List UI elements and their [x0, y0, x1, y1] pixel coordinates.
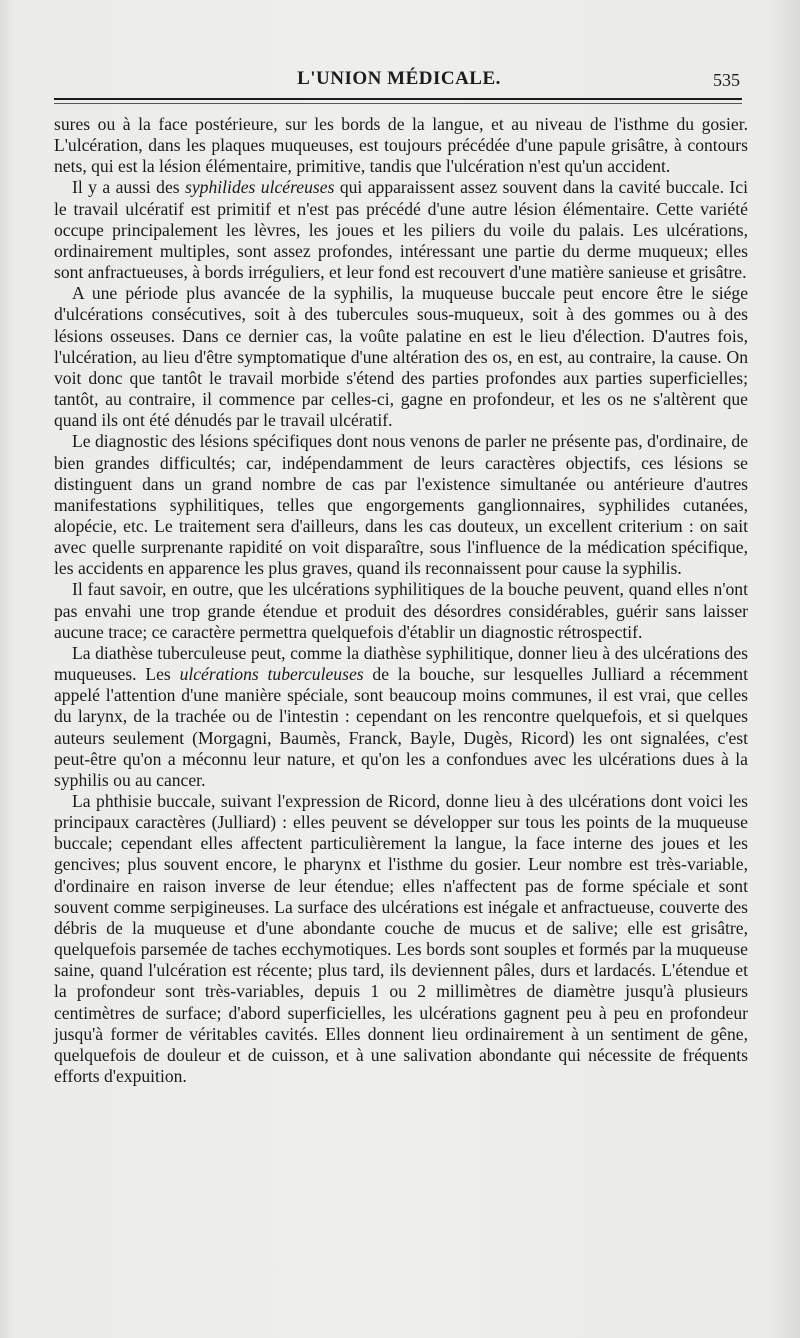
paragraph-text: qui apparaissent assez souvent dans la cavité buccale. Ici le travail ulcératif est primitif et n'est pas précédé d'une autre lésion élémentaire. Cette variété occupe principalement les lèvres, les joues et les piliers du voile du palais. Les ulcérations, ordinairement multiples, sont assez profondes, intéressant une partie du derme muqueux; elles sont anfractueuses, à bords irréguliers, et leur fond est recouvert d'une matière sanieuse et grisâtre. — [54, 177, 748, 283]
header-rule-thin — [54, 103, 742, 104]
paragraph — [54, 177, 748, 283]
paragraph — [54, 643, 748, 791]
italic-term: ulcérations tuberculeuses — [179, 664, 364, 685]
paragraph — [54, 283, 748, 431]
paragraph-text: Il faut savoir, en outre, que les ulcérations syphilitiques de la bouche peuvent, quand elles n'ont pas envahi une trop grande étendue et produit des désordres considérables, guérir sans laisser aucune trace; ce caractère permettra quelquefois d'établir un diagnostic rétrospectif. — [54, 579, 748, 642]
body-text — [54, 114, 748, 1087]
paragraph — [54, 114, 748, 177]
paragraph — [54, 431, 748, 579]
paragraph-text: de la bouche, sur lesquelles Julliard a récemment appelé l'attention d'une manière spéciale, sont beaucoup moins communes, il est vrai, que celles du larynx, de la trachée ou de l'intestin : cependant on les rencontre quelquefois, et si quelques auteurs seulement (Morgagni, Baumès, Franck, Bayle, Dugès, Ricord) les ont signalées, c'est peut-être qu'on a méconnu leur nature, et qu'on les a confondues avec les ulcérations dues à la syphilis ou au cancer. — [54, 664, 748, 790]
italic-term: syphilides ulcéreuses — [185, 177, 335, 198]
paragraph-text: A une période plus avancée de la syphilis, la muqueuse buccale peut encore être le siége d'ulcérations consécutives, soit à des tubercules sous-muqueux, soit à des gommes ou à des lésions osseuses. Dans ce dernier cas, la voûte palatine en est le lieu d'élection. D'autres fois, l'ulcération, au lieu d'être symptomatique d'une altération des os, en est, au contraire, la cause. On voit donc que tantôt le travail morbide s'étend des parties profondes aux parties superficielles; tantôt, au contraire, il commence par celles-ci, gagne en profondeur, et les os ne s'altèrent que quand ils ont été dénudés par le travail ulcératif. — [54, 283, 748, 431]
paragraph-text: La phthisie buccale, suivant l'expression de Ricord, donne lieu à des ulcérations dont voici les principaux caractères (Julliard) : elles peuvent se développer sur tous les points de la muqueuse buccale; cependant elles affectent particulièrement la langue, la face interne des joues et les gencives; plus souvent encore, le pharynx et l'isthme du gosier. Leur nombre est très-variable, d'ordinaire en raison inverse de leur étendue; elles n'affectent pas de forme spéciale et sont souvent comme serpigineuses. La surface des ulcérations est inégale et anfractueuse, couverte des débris de la muqueuse et d'une abondante couche de mucus et de salive; elle est grisâtre, quelquefois parsemée de taches ecchymotiques. Les bords sont souples et formés par la muqueuse saine, quand l'ulcération est récente; plus tard, ils deviennent pâles, durs et lardacés. L'étendue et la profondeur sont très-variables, depuis 1 ou 2 millimètres de diamètre jusqu'à plusieurs centimètres de surface; d'abord superficielles, les ulcérations gagnent peu à peu en profondeur jusqu'à former de véritables cavités. Elles donnent lieu ordinairement à un sentiment de gêne, quelquefois de douleur et de cuisson, et à une salivation abondante qui nécessite de fréquents efforts d'expuition. — [54, 791, 748, 1087]
running-title: L'UNION MÉDICALE. — [297, 68, 501, 89]
paragraph — [54, 579, 748, 642]
paragraph-text: Le diagnostic des lésions spécifiques dont nous venons de parler ne présente pas, d'ordinaire, de bien grandes difficultés; car, indépendamment de leurs caractères objectifs, ces lésions se distinguent dans un grand nombre de cas par l'existence simultanée ou antérieure d'autres manifestations syphilitiques, telles que engorgements ganglionnaires, syphilides cutanées, alopécie, etc. Le traitement sera d'ailleurs, dans les cas douteux, un excellent criterium : on sait avec quelle surprenante rapidité on voit disparaître, sous l'influence de la médication spécifique, les accidents en apparence les plus graves, quand ils reconnaissent pour cause la syphilis. — [54, 431, 748, 579]
page-number: 535 — [713, 70, 740, 90]
page-header — [54, 64, 744, 96]
header-rule — [54, 98, 742, 100]
paragraph-text: Il y a aussi des — [72, 177, 186, 198]
paragraph-text: sures ou à la face postérieure, sur les bords de la langue, et au niveau de l'isthme du gosier. L'ulcération, dans les plaques muqueuses, est toujours précédée d'une papule grisâtre, à contours nets, qui est la lésion élémentaire, primitive, tandis que l'ulcération n'est qu'un accident. — [54, 114, 748, 177]
paragraph-text: La diathèse tuberculeuse peut, comme la diathèse syphilitique, donner lieu à des ulcérations des muqueuses. Les — [54, 642, 748, 685]
paragraph — [54, 791, 748, 1087]
